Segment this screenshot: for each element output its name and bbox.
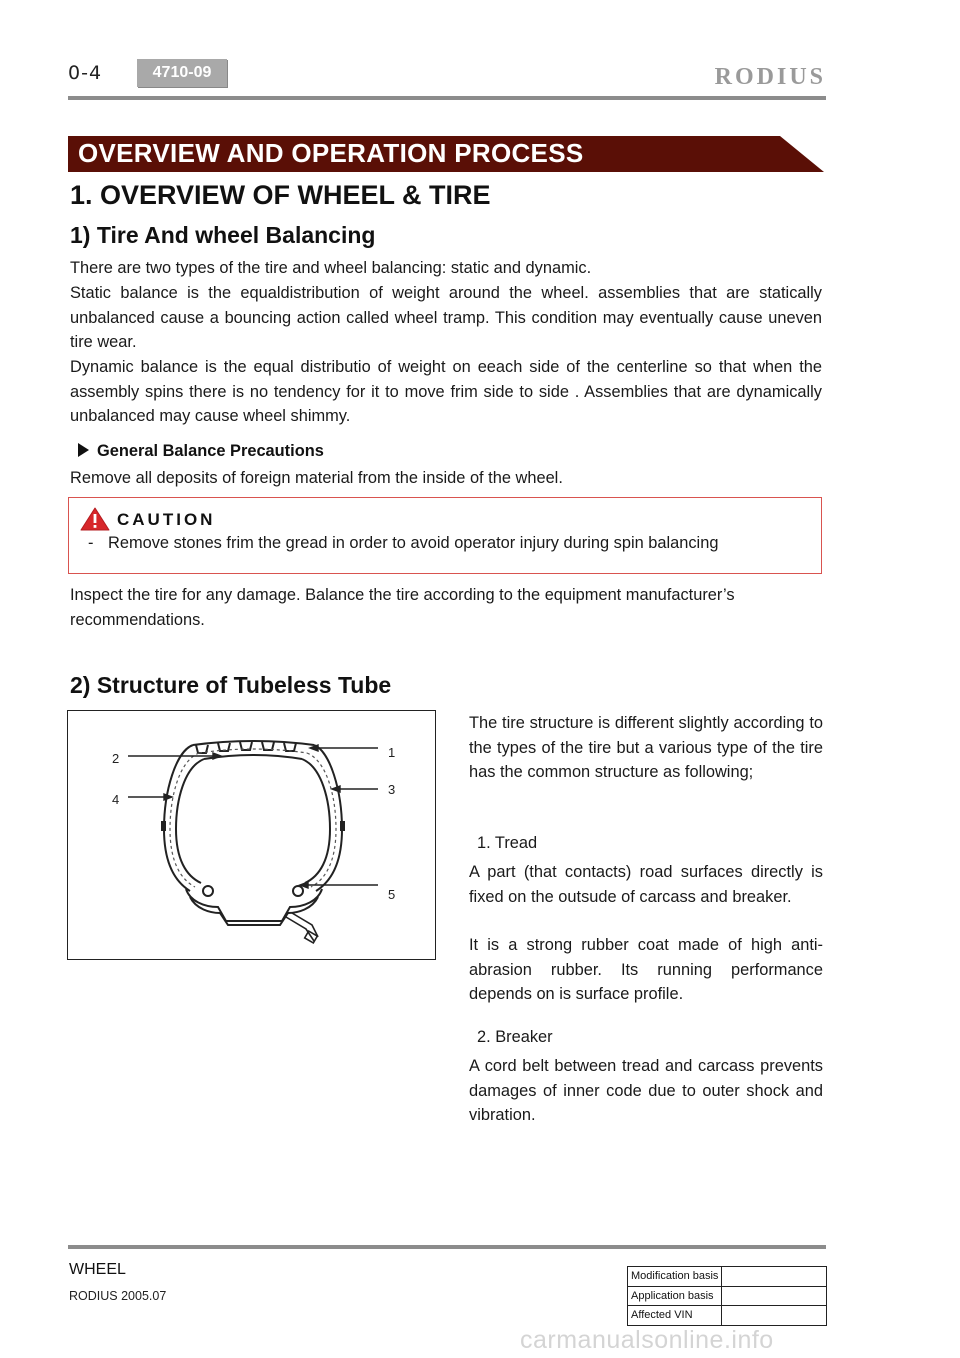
precautions-paragraph: Remove all deposits of foreign material from the inside of the wheel. (70, 469, 563, 487)
application-basis-value (722, 1286, 827, 1306)
affected-vin-label: Affected VIN (628, 1306, 722, 1326)
figure-label-5: 5 (388, 887, 396, 902)
modification-basis-label: Modification basis (628, 1267, 722, 1287)
figure-label-4: 4 (112, 792, 120, 807)
caution-title: CAUTION (117, 510, 216, 529)
subsection-heading-structure: 2) Structure of Tubeless Tube (70, 672, 392, 698)
affected-vin-value (722, 1306, 827, 1326)
footer-rule (68, 1245, 826, 1249)
balancing-paragraph-3: Dynamic balance is the equal distributio of weight on eeach side of the centerline so that when the assembly spins there is no tendency for it to move frim side to side . Assemblies that are dynamically unbalanced may cause wheel shimmy. (70, 358, 822, 426)
table-row (628, 1306, 827, 1326)
section-heading: 1. OVERVIEW OF WHEEL & TIRE (70, 180, 491, 210)
item-breaker-heading: 2. Breaker (477, 1028, 553, 1046)
subsection-heading-balancing: 1) Tire And wheel Balancing (70, 222, 376, 248)
footer-date: RODIUS 2005.07 (69, 1289, 167, 1303)
watermark: carmanualsonline.info (520, 1326, 774, 1354)
table-row (628, 1286, 827, 1306)
tire-structure-figure (67, 710, 436, 960)
tread-paragraph-1: A part (that contacts) road surfaces directly is fixed on the outsude of carcass and breaker. (469, 863, 823, 906)
header-rule (68, 96, 826, 100)
application-basis-label: Application basis (628, 1286, 722, 1306)
document-code-badge: 4710-09 (137, 59, 227, 87)
modification-table (627, 1266, 827, 1326)
warning-triangle-icon (80, 507, 110, 531)
balancing-paragraph-2: Static balance is the equaldistribution of weight around the wheel. assemblies that are statically unbalanced cause a bouncing action called wheel tramp. This condition may eventually cause uneven tire wear. (70, 284, 822, 352)
figure-label-2: 2 (112, 751, 120, 766)
balancing-paragraph-1: There are two types of the tire and wheel balancing: static and dynamic. (70, 259, 592, 277)
figure-label-1: 1 (388, 745, 396, 760)
breaker-paragraph: A cord belt between tread and carcass prevents damages of inner code due to outer shock and vibration. (469, 1057, 823, 1125)
structure-intro-paragraph: The tire structure is different slightly according to the types of the tire but a various type of the tire has the common structure as following; (469, 714, 823, 782)
caution-dash: - (88, 534, 94, 552)
tread-paragraph-2: It is a strong rubber coat made of high anti-abrasion rubber. Its running performance depends on is surface profile. (469, 936, 823, 1004)
figure-label-3: 3 (388, 782, 396, 797)
modification-basis-value (722, 1267, 827, 1287)
item-tread-heading: 1. Tread (477, 834, 538, 852)
footer-section-title: WHEEL (69, 1261, 126, 1278)
caution-item: - Remove stones frim the gread in order to avoid operator injury during spin balancing (88, 534, 719, 552)
table-row (628, 1267, 827, 1287)
brand-logo: RODIUS (714, 64, 826, 90)
inspection-paragraph: Inspect the tire for any damage. Balance the tire according to the equipment manufacturer’s recommendations. (70, 586, 735, 629)
triangle-bullet-icon (78, 443, 89, 457)
tire-cross-section-diagram (68, 711, 434, 958)
banner-title: OVERVIEW AND OPERATION PROCESS (78, 138, 584, 168)
page-number: 0-4 (68, 62, 103, 84)
precautions-heading: General Balance Precautions (78, 442, 324, 461)
